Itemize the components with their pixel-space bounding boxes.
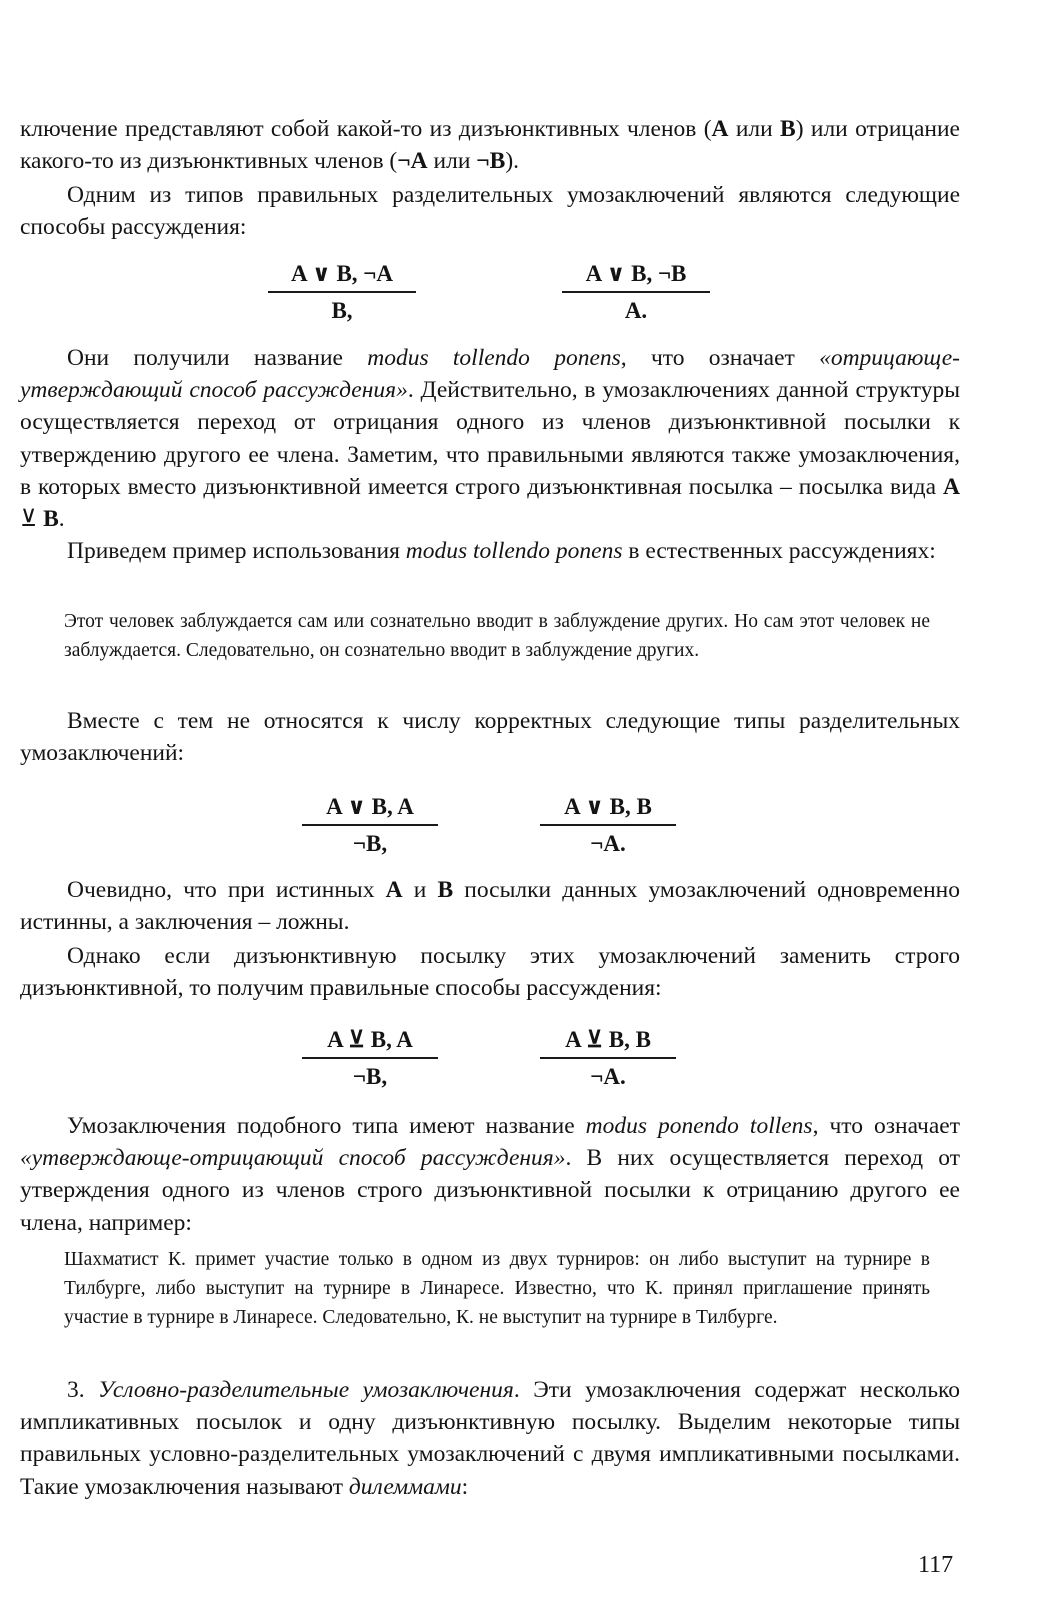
paragraph-ponendo-tollens: Умозаключения подобного типа имеют название modus ponendo tollens, что означает «утверждающе-отрицающий способ рассуждения». В них осуществляется переход от утверждения одного из членов строго дизъюнктивной посылки к отрицанию другого ее члена, например: — [20, 1113, 961, 1236]
paragraph-continuation: ключение представляют собой какой-то из дизъюнктивных членов (A или B) или отрицание какого-то из дизъюнктивных членов (¬A или ¬B). — [20, 116, 960, 175]
paragraph-intro-valid: Одним из типов правильных разделительных умозаключений являются следующие способы рассуждения: — [20, 182, 960, 241]
paragraph-example-intro: Приведем пример использования modus tollendo ponens в естественных рассуждениях: — [67, 538, 936, 564]
example-quote-2: Шахматист К. примет участие только в одном из двух турниров: он либо выступит на турнире в Тилбурге, либо выступит на турнире в Линаресе. Известно, что К. принял приглашение принять участие в турнире в Линаресе. Следовательно, К. не выступит на турнире в Тилбурге. — [64, 1249, 930, 1328]
rule-invalid-1 — [302, 792, 438, 859]
rule-premises: A ∨ B, ¬B — [562, 259, 710, 293]
rule-conclusion: ¬B, — [352, 1064, 388, 1089]
rule-premises: A ∨ B, B — [540, 792, 676, 826]
rule-conclusion: ¬A. — [590, 831, 626, 856]
rule-premises: A ⊻ B, A — [302, 1025, 438, 1059]
rule-ponendo-tollens-2 — [540, 1025, 676, 1092]
paragraph-conditional-disjunctive: 3. Условно-разделительные умозаключения. Эти умозаключения содержат несколько импликативных посылок и одну дизъюнктивную посылку. Выделим некоторые типы правильных условно-разделительных умозаключений с двумя импликативными посылками. Такие умозаключения называют дилеммами: — [20, 1377, 961, 1500]
rule-tollendo-ponens-1 — [268, 259, 416, 326]
paragraph-tollendo-ponens: Они получили название modus tollendo ponens, что означает «отрицающе-утверждающий способ рассуждения». Действительно, в умозаключениях данной структуры осуществляется переход от отрицания одного из членов дизъюнктивной посылки к утверждению другого ее члена. Заметим, что правильными являются также умозаключения, в которых вместо дизъюнктивной имеется строго дизъюнктивная посылка – посылка вида A ⊻ B. — [20, 345, 960, 533]
rule-ponendo-tollens-1 — [302, 1025, 438, 1092]
rule-conclusion: B, — [331, 298, 353, 323]
rule-premises: A ∨ B, A — [302, 792, 438, 826]
rule-conclusion: A. — [624, 298, 648, 323]
paragraph-incorrect-types: Вместе с тем не относятся к числу корректных следующие типы разделительных умозаключений: — [20, 708, 960, 767]
rule-invalid-2 — [540, 792, 676, 859]
paragraph-obvious: Очевидно, что при истинных A и B посылки данных умозаключений одновременно истинны, а заключения – ложны. — [20, 877, 961, 936]
rule-tollendo-ponens-2 — [562, 259, 710, 326]
page-number: 117 — [918, 1552, 954, 1578]
paragraph-replace: Однако если дизъюнктивную посылку этих умозаключений заменить строго дизъюнктивной, то получим правильные способы рассуждения: — [20, 943, 960, 1002]
rule-conclusion: ¬A. — [590, 1064, 626, 1089]
rule-premises: A ∨ B, ¬A — [268, 259, 416, 293]
rule-premises: A ⊻ B, B — [540, 1025, 676, 1059]
rule-conclusion: ¬B, — [352, 831, 388, 856]
example-quote-1: Этот человек заблуждается сам или сознательно вводит в заблуждение других. Но сам этот человек не заблуждается. Следовательно, он сознательно вводит в заблуждение других. — [64, 611, 930, 661]
